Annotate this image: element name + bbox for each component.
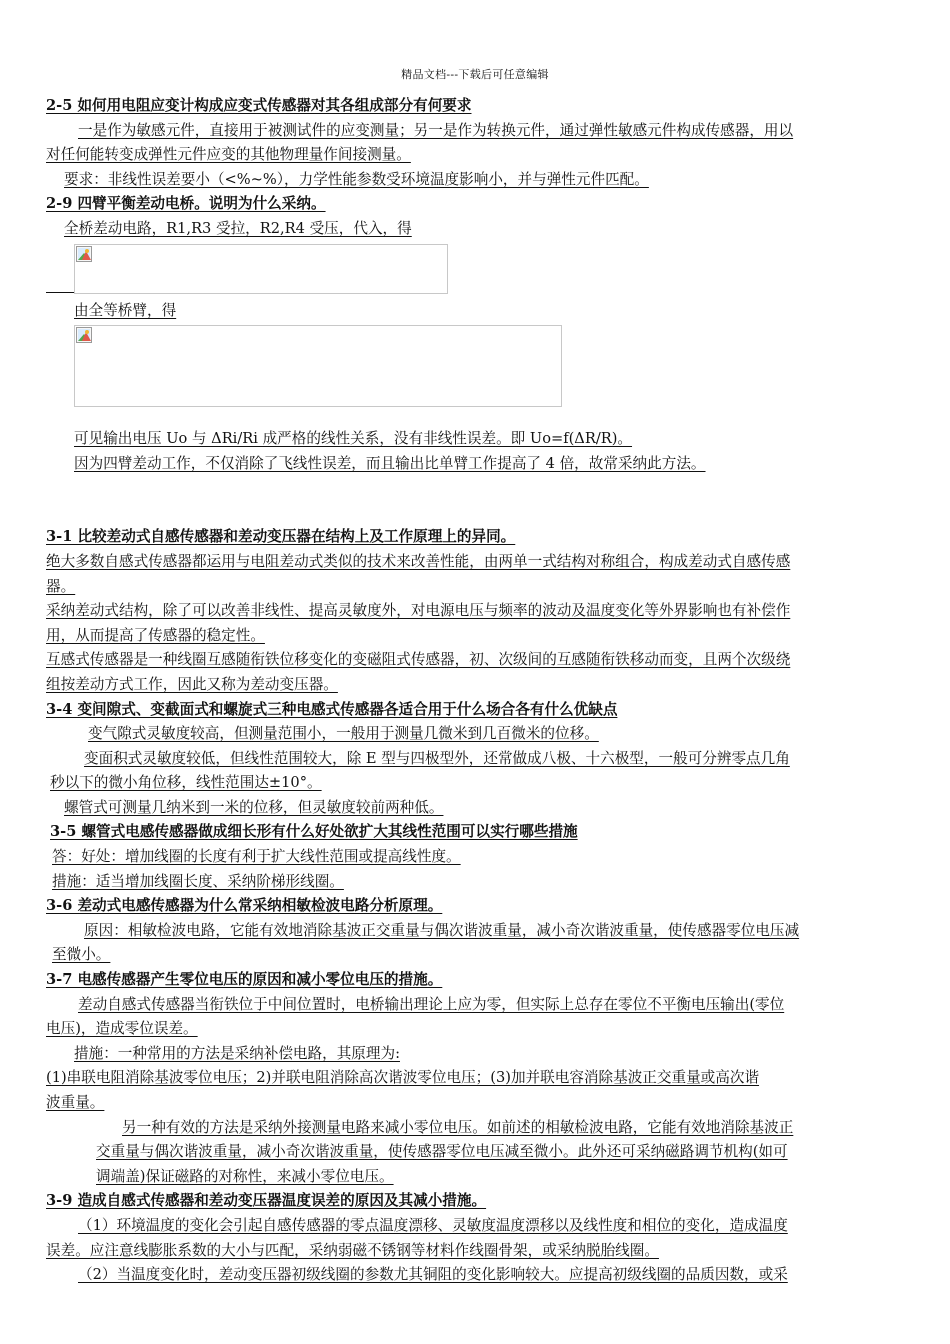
paragraph: 答：好处：增加线圈的长度有利于扩大线性范围或提高线性度。 <box>52 848 461 866</box>
section-title-3-9: 3-9 造成自感式传感器和差动变压器温度误差的原因及其减小措施。 <box>46 1192 487 1210</box>
broken-image-icon <box>76 246 92 262</box>
section-title-2-9: 2-9 四臂平衡差动电桥。说明为什么采纳。 <box>46 195 326 213</box>
paragraph: 可见输出电压 Uo 与 ΔRi/Ri 成严格的线性关系，没有非线性误差。即 Uo=f(ΔR/R)。 <box>74 430 633 448</box>
paragraph: 另一种有效的方法是采纳外接测量电路来减小零位电压。如前述的相敏检波电路，它能有效地消除基波正 <box>122 1118 794 1136</box>
section-title-2-5: 2-5 如何用电阻应变计构成应变式传感器对其各组成部分有何要求 <box>46 97 472 114</box>
paragraph: （1）环境温度的变化会引起自感传感器的零点温度漂移、灵敏度温度漂移以及线性度和相位的变化，造成温度 <box>78 1216 788 1234</box>
section-title-3-7: 3-7 电感传感器产生零位电压的原因和减小零位电压的措施。 <box>46 971 443 989</box>
paragraph: 原因：相敏检波电路，它能有效地消除基波正交重量与偶次谐波重量，减小奇次谐波重量，使传感器零位电压减 <box>84 921 800 939</box>
paragraph: 变面积式灵敏度较低，但线性范围较大，除 E 型与四极型外，还常做成八极、十六极型，一般可分辨零点几角 <box>84 749 790 767</box>
paragraph: 器。 <box>46 577 76 595</box>
paragraph: （2）当温度变化时，差动变压器初级线圈的参数尤其铜阻的变化影响较大。应提高初级线圈的品质因数，或采 <box>78 1266 788 1284</box>
paragraph: 变气隙式灵敏度较高，但测量范围小，一般用于测量几微米到几百微米的位移。 <box>88 725 599 743</box>
paragraph: 要求：非线性误差要小（<%~%），力学性能参数受环境温度影响小，并与弹性元件匹配。 <box>64 170 649 188</box>
paragraph: 互感式传感器是一种线圈互感随衔铁位移变化的变磁阻式传感器，初、次级间的互感随衔铁移动而变，且两个次级绕 <box>46 651 791 669</box>
paragraph: 对任何能转变成弹性元件应变的其他物理量作间接测量。 <box>46 146 411 164</box>
paragraph: 措施：一种常用的方法是采纳补偿电路，其原理为: <box>74 1044 400 1062</box>
paragraph: 因为四臂差动工作，不仅消除了飞线性误差，而且输出比单臂工作提高了 4 倍，故常采纳此方法。 <box>74 454 706 472</box>
paragraph: 绝大多数自感式传感器都运用与电阻差动式类似的技术来改善性能，由两单一式结构对称组合，构成差动式自感传感 <box>46 552 791 570</box>
paragraph: 误差。应注意线膨胀系数的大小与匹配，采纳弱磁不锈钢等材料作线圈骨架，或采纳脱胎线圈。 <box>46 1241 659 1259</box>
page-header: 精品文档---下载后可任意编辑 <box>401 68 549 81</box>
section-title-3-4: 3-4 变间隙式、变截面式和螺旋式三种电感式传感器各适合用于什么场合各有什么优缺点 <box>46 700 618 718</box>
paragraph: 秒以下的微小角位移，线性范围达±10°。 <box>50 774 322 792</box>
paragraph: (1)串联电阻消除基波零位电压；2)并联电阻消除高次谐波零位电压；(3)加并联电容消除基波正交重量或高次谐 <box>46 1069 760 1087</box>
paragraph: 采纳差动式结构，除了可以改善非线性、提高灵敏度外，对电源电压与频率的波动及温度变化等外界影响也有补偿作 <box>46 602 791 620</box>
paragraph: 螺管式可测量几纳米到一米的位移，但灵敏度较前两种低。 <box>64 798 444 816</box>
paragraph: 由全等桥臂，得 <box>74 301 177 319</box>
paragraph: 措施：适当增加线圈长度、采纳阶梯形线圈。 <box>52 872 344 890</box>
paragraph: 电压)，造成零位误差。 <box>46 1020 198 1038</box>
broken-image-icon <box>76 327 92 343</box>
paragraph: 差动自感式传感器当衔铁位于中间位置时，电桥输出理论上应为零，但实际上总存在零位不平衡电压输出(零位 <box>78 995 785 1013</box>
paragraph: 至微小。 <box>52 946 111 964</box>
paragraph: 全桥差动电路，R1,R3 受拉，R2,R4 受压，代入，得 <box>64 219 412 237</box>
section-title-3-1: 3-1 比较差动式自感传感器和差动变压器在结构上及工作原理上的异同。 <box>46 528 516 546</box>
paragraph: 组按差动方式工作，因此又称为差动变压器。 <box>46 675 338 693</box>
paragraph: 波重量。 <box>46 1094 105 1111</box>
paragraph: 交重量与偶次谐波重量，减小奇次谐波重量，使传感器零位电压减至微小。此外还可采纳磁路调节机构(如可 <box>96 1143 788 1161</box>
formula-image-2 <box>74 325 562 407</box>
formula-image-1 <box>74 244 448 294</box>
section-title-3-6: 3-6 差动式电感传感器为什么常采纳相敏检波电路分析原理。 <box>46 897 443 915</box>
paragraph: 调端盖)保证磁路的对称性，来减小零位电压。 <box>96 1167 394 1185</box>
document-body <box>46 94 906 1288</box>
paragraph: 用，从而提高了传感器的稳定性。 <box>46 626 265 644</box>
section-title-3-5: 3-5 螺管式电感传感器做成细长形有什么好处欲扩大其线性范围可以实行哪些措施 <box>50 823 578 841</box>
paragraph: 一是作为敏感元件，直接用于被测试件的应变测量；另一是作为转换元件，通过弹性敏感元件构成传感器，用以 <box>78 121 794 139</box>
